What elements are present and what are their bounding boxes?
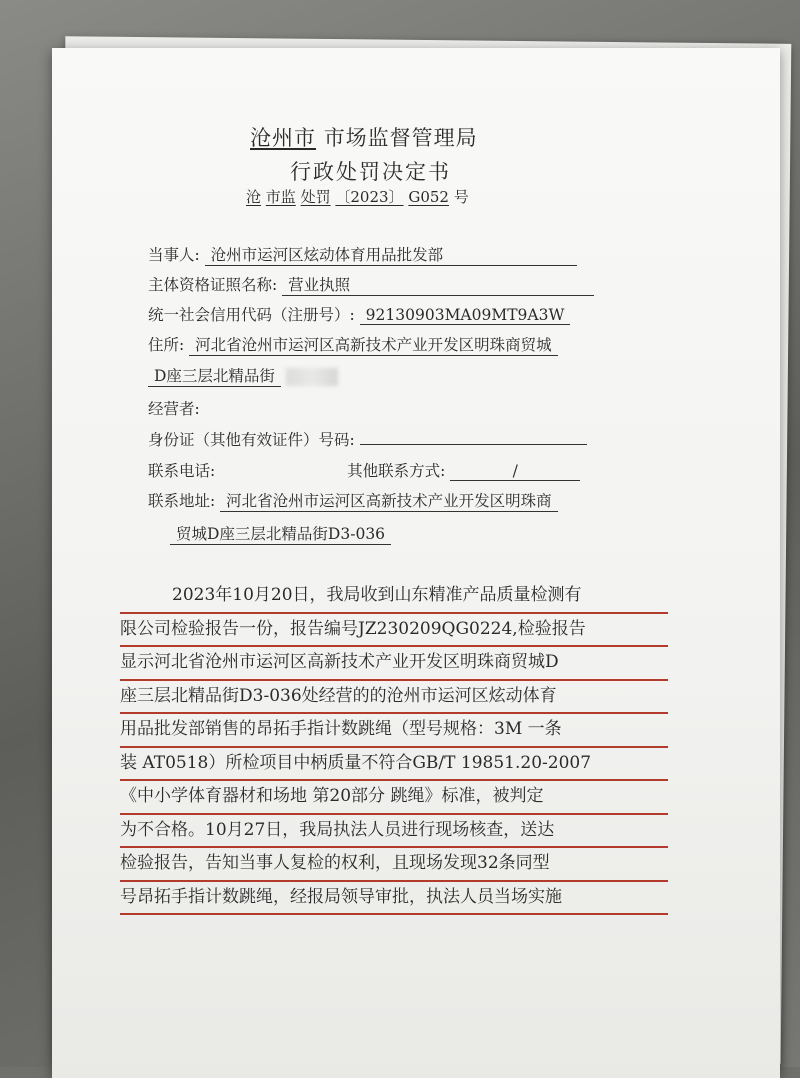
bureau-name: 市场监督管理局 <box>323 126 478 150</box>
body-line: 限公司检验报告一份，报告编号JZ230209QG0224,检验报告 <box>120 614 668 648</box>
other-contact-value: / <box>450 462 580 481</box>
address-value-line1: 河北省沧州市运河区高新技术产业开发区明珠商贸城 <box>189 333 558 356</box>
credit-code-value: 92130903MA09MT9A3W <box>360 306 571 325</box>
doc-no-suffix: 号 <box>453 188 469 206</box>
body-line: 《中小学体育器材和场地 第20部分 跳绳》标准，被判定 <box>120 781 668 815</box>
body-line: 用品批发部销售的昂拓手指计数跳绳（型号规格：3M 一条 <box>120 714 668 748</box>
document-number <box>246 186 469 207</box>
doc-no-org: 市监 <box>265 188 296 206</box>
city-name: 沧州市 <box>250 126 316 150</box>
qualification-label: 主体资格证照名称: <box>148 276 278 294</box>
body-line: 装 AT0518）所检项目中柄质量不符合GB/T 19851.20-2007 <box>120 748 668 782</box>
body-line: 座三层北精品街D3-036处经营的的沧州市运河区炫动体育 <box>120 681 668 715</box>
credit-code-label: 统一社会信用代码（注册号）: <box>148 306 355 324</box>
contact-address-value-line2: 贸城D座三层北精品街D3-036 <box>170 522 391 545</box>
qualification-value: 营业执照 <box>282 273 594 296</box>
party-row <box>148 243 577 266</box>
address-row <box>148 333 558 356</box>
body-paragraph <box>120 580 668 915</box>
phone-row <box>148 459 580 481</box>
operator-row <box>148 397 277 419</box>
party-value: 沧州市运河区炫动体育用品批发部 <box>205 243 577 266</box>
doc-no-type: 处罚 <box>300 188 331 206</box>
doc-no-year: 〔2023〕 <box>335 188 404 206</box>
contact-address-row <box>148 489 558 512</box>
doc-no-code: G052 <box>408 188 449 206</box>
other-contact-label: 其他联系方式: <box>347 462 446 480</box>
party-label: 当事人: <box>148 246 200 264</box>
credit-code-row <box>148 303 570 325</box>
phone-label: 联系电话: <box>148 462 216 480</box>
id-row <box>148 428 587 450</box>
body-line: 检验报告，告知当事人复检的权利，且现场发现32条同型 <box>120 848 668 882</box>
address-row-2 <box>148 364 338 387</box>
qualification-row <box>148 273 594 296</box>
address-value-line2: D座三层北精品街 <box>148 364 281 387</box>
body-line: 2023年10月20日，我局收到山东精准产品质量检测有 <box>120 580 668 614</box>
operator-label: 经营者: <box>148 400 200 418</box>
address-label: 住所: <box>148 336 185 354</box>
operator-value-redacted <box>205 413 277 414</box>
document-header-line1 <box>250 122 478 152</box>
phone-value-redacted <box>220 475 342 476</box>
contact-address-label: 联系地址: <box>148 492 216 510</box>
doc-no-prefix: 沧 <box>246 188 262 206</box>
id-label: 身份证（其他有效证件）号码: <box>148 431 355 449</box>
body-line: 显示河北省沧州市运河区高新技术产业开发区明珠商贸城D <box>120 647 668 681</box>
document-title: 行政处罚决定书 <box>290 160 451 184</box>
id-value-redacted <box>360 444 587 445</box>
redacted-block <box>286 368 338 386</box>
body-line: 号昂拓手指计数跳绳，经报局领导审批，执法人员当场实施 <box>120 882 668 916</box>
body-line: 为不合格。10月27日，我局执法人员进行现场核查，送达 <box>120 815 668 849</box>
contact-address-row-2 <box>170 522 391 545</box>
contact-address-value-line1: 河北省沧州市运河区高新技术产业开发区明珠商 <box>220 489 558 512</box>
